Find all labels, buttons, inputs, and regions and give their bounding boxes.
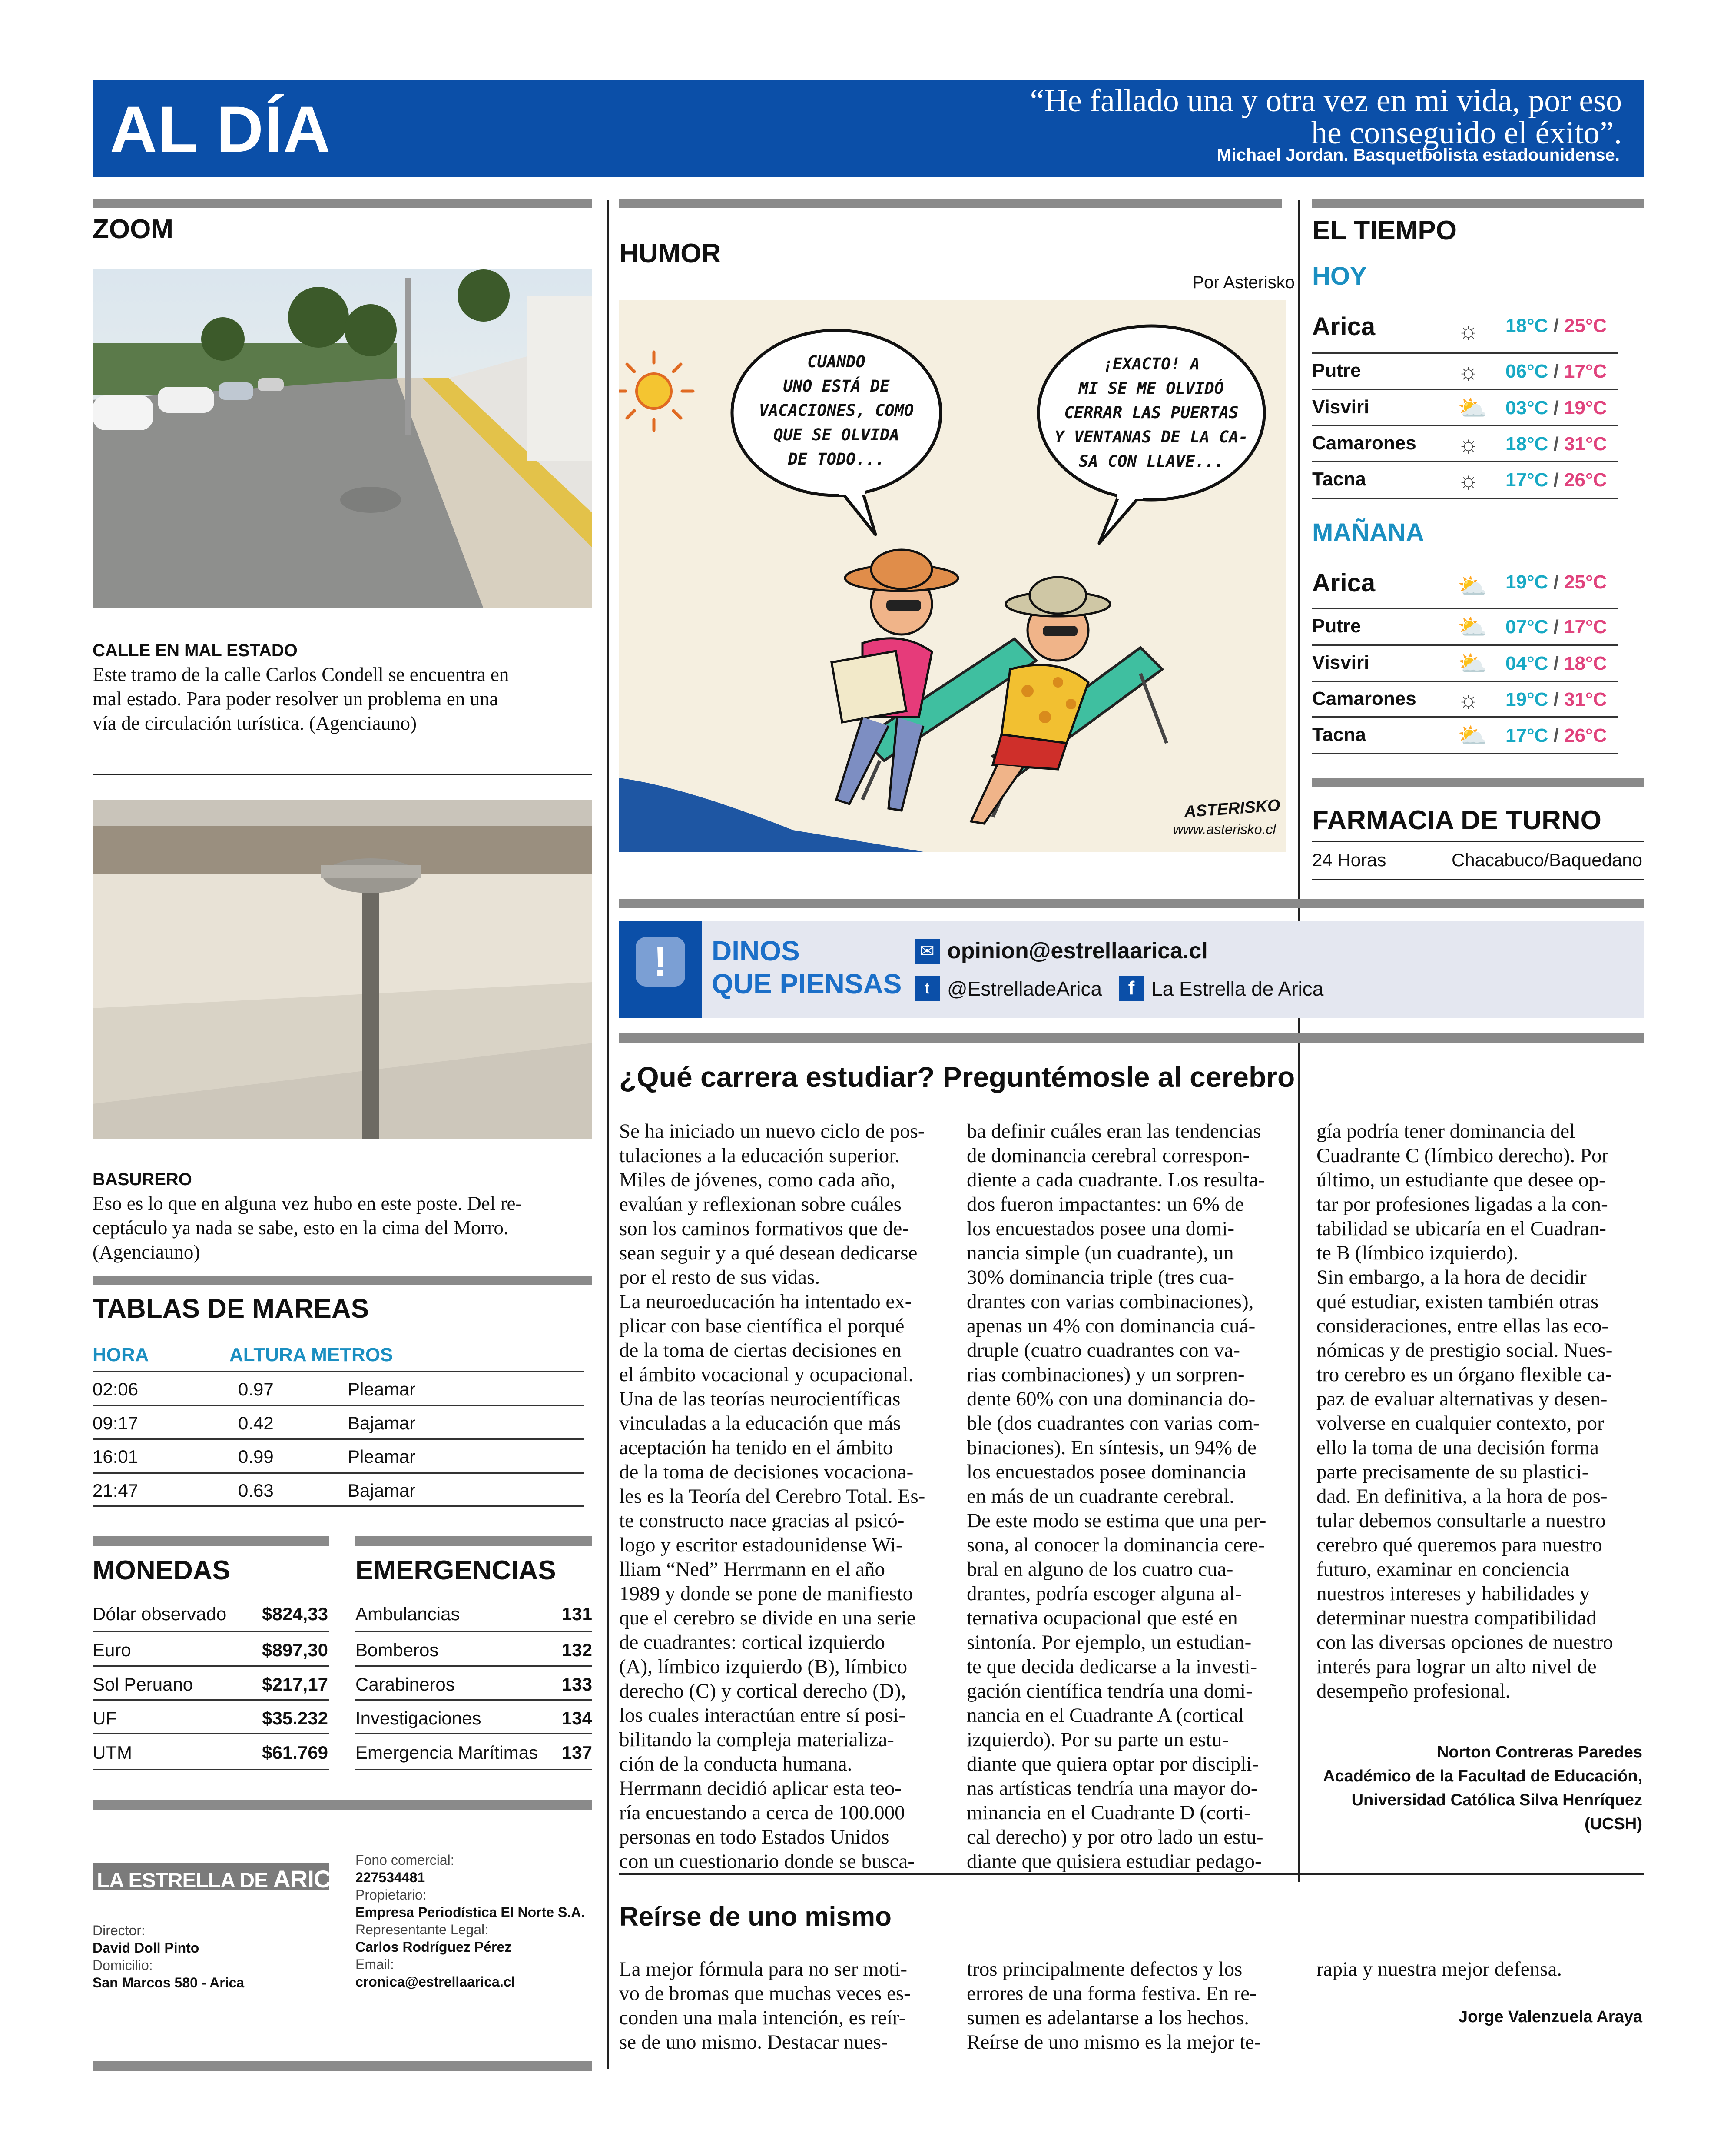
- row-divider: [93, 1405, 584, 1406]
- weather-city: Arica: [1312, 312, 1376, 341]
- section-rule: [619, 1033, 1644, 1043]
- sun-icon: ☼: [1458, 318, 1479, 344]
- bubble-line: ¡EXACTO! A: [1103, 355, 1200, 373]
- bubble-line: CUANDO: [807, 352, 865, 371]
- address: San Marcos 580 - Arica: [93, 1975, 245, 1990]
- pole-photo: [93, 800, 592, 1139]
- currency-value: $61.769: [262, 1742, 328, 1763]
- pharmacy-heading: FARMACIA DE TURNO: [1312, 805, 1601, 835]
- article-column: gía podría tener dominancia del Cuadrante C (límbico derecho). Por último, un estudiante que desee op- tar por profesiones ligadas a la con- tabilidad se ubicaría en el Cuadran- te B (límbico izquierdo). Sin embargo, a la hora de decidir qué estudiar, existen también otras consideraciones, entre ellas las eco- nómicas y de prestigio social. Nues- tro cerebro es un órgano flexible ca- paz de evaluar alternativas y desen- volverse en cualquier contexto, por ello la toma de una decisión forma parte precisamente de su plastici- dad. En definitiva, a la hora de pos- tular debemos consultarle a nuestro cerebro qué queremos para nuestro futuro, examinar en conciencia nuestros intereses y habilidades y determinar nuestra compatibilidad con las diversas opciones de nuestro interés para lograr un alto nivel de desempeño profesional.: [1316, 1120, 1613, 1702]
- temp-low: 07°C: [1505, 616, 1548, 638]
- quote-line: “He fallado una y otra vez en mi vida, por eso: [1030, 83, 1622, 119]
- feedback-box: [619, 921, 1644, 1018]
- weather-city: Tacna: [1312, 724, 1366, 745]
- currency-heading: MONEDAS: [93, 1555, 230, 1585]
- caption-line: Eso es lo que en alguna vez hubo en este poste. Del re-: [93, 1193, 522, 1214]
- temp-low: 19°C: [1505, 689, 1548, 710]
- street-photo: [93, 269, 592, 608]
- sun-icon: ☼: [1458, 359, 1479, 385]
- weather-temp: 04°C / 18°C: [1505, 653, 1607, 674]
- row-divider: [355, 1733, 592, 1734]
- caption-text: [93, 1191, 592, 1264]
- article-author-block: [1316, 1741, 1642, 1836]
- article-column: rapia y nuestra mejor defensa.: [1316, 1958, 1562, 1980]
- row-divider: [93, 1371, 584, 1372]
- temp-high: 25°C: [1564, 571, 1607, 593]
- label: Domicilio:: [93, 1957, 153, 1973]
- tides-heading: TABLAS DE MAREAS: [93, 1294, 369, 1324]
- humor-heading: HUMOR: [619, 239, 721, 269]
- article-author: Norton Contreras Paredes: [1436, 1743, 1642, 1761]
- bubble-line: DE TODO...: [788, 450, 885, 468]
- weather-temp: 17°C / 26°C: [1505, 725, 1607, 746]
- facebook-icon: f: [1119, 976, 1144, 1001]
- caption-text: [93, 662, 592, 735]
- weather-temp: 07°C / 17°C: [1505, 616, 1607, 638]
- speech-bubble-right: [1047, 352, 1256, 474]
- bubble-line: CERRAR LAS PUERTAS: [1064, 403, 1239, 422]
- logo-text-part: LA ESTRELLA DE: [97, 1869, 273, 1892]
- newspaper-logo: [93, 1863, 348, 1893]
- article-author: Jorge Valenzuela Araya: [1458, 2008, 1642, 2026]
- tide-type: Pleamar: [348, 1446, 416, 1467]
- weather-tomorrow-label: MAÑANA: [1312, 518, 1424, 547]
- sun-icon: ☼: [1458, 687, 1479, 713]
- row-divider: [1312, 498, 1618, 499]
- row-divider: [355, 1769, 592, 1770]
- column-divider: [1298, 1052, 1300, 1882]
- emergency-name: Investigaciones: [355, 1708, 481, 1728]
- bubble-line: MI SE ME OLVIDÓ: [1078, 379, 1224, 398]
- currency-value: $35.232: [262, 1708, 328, 1728]
- section-banner: [93, 80, 1644, 177]
- temp-high: 17°C: [1564, 361, 1607, 382]
- currency-value: $217,17: [262, 1674, 328, 1694]
- author-role: Académico de la Facultad de Educación,: [1323, 1767, 1642, 1785]
- weather-city: Visviri: [1312, 396, 1369, 418]
- temp-high: 26°C: [1564, 725, 1607, 746]
- article-column: ba definir cuáles eran las tendencias de dominancia cerebral correspon- diente a cada cuadrante. Los resulta- dos fueron impactantes: un 6% de los encuestados posee una domi- nancia simple (un cuadrante), un 30% dominancia triple (tres cua- drantes con varias combinaciones), apenas un 4% con dominancia cuá- druple (cuatro cuadrantes con va- rias combinaciones) y un sorpren- dente 60% con una dominancia do- ble (dos cuadrantes con varias com- binaciones). En síntesis, un 94% de los encuestados posee dominancia en más de un cuadrante cerebral. De este modo se estima que una per- sona, al conocer la dominancia cere- bral en alguno de los cuatro cua- drantes, podría escoger alguna al- ternativa ocupacional que esté en sintonía. Por ejemplo, un estudian- te que decida dedicarse a la investi- gación científica tendría una domi- nancia en el Cuadrante A (cortical izquierdo). Por su parte un estu- diante que quiera optar por discipli- nas artísticas tendría una mayor do- minancia en el Cuadrante D (corti- cal derecho) y por otro lado un estu- diante que quisiera estudiar pedago-: [967, 1120, 1266, 1873]
- section-rule: [93, 1536, 329, 1546]
- emergency-name: Carabineros: [355, 1674, 455, 1694]
- cloud-sun-icon: ⛅: [1458, 723, 1487, 749]
- speech-bubble-left: [741, 350, 932, 472]
- tide-type: Pleamar: [348, 1379, 416, 1399]
- quote-author: Michael Jordan. Basquetbolista estadounidense.: [1217, 146, 1620, 165]
- caption-line: (Agenciauno): [93, 1241, 200, 1263]
- twitter-icon: t: [915, 976, 940, 1001]
- tide-time: 21:47: [93, 1480, 139, 1501]
- feedback-icon-box: [619, 921, 702, 1018]
- caption-line: ceptáculo ya nada se sabe, esto en la cima del Morro.: [93, 1217, 509, 1239]
- currency-value: $897,30: [262, 1640, 328, 1660]
- cloud-sun-icon: ⛅: [1458, 395, 1487, 421]
- weather-temp: 18°C / 31°C: [1505, 433, 1607, 455]
- caption-line: Este tramo de la calle Carlos Condell se encuentra en: [93, 664, 509, 685]
- weather-city: Camarones: [1312, 432, 1416, 454]
- logo-text-part: ARICA: [273, 1865, 348, 1893]
- quote-line: he conseguido el éxito”.: [1311, 115, 1622, 151]
- caption-title: CALLE EN MAL ESTADO: [93, 641, 298, 660]
- author-role: (UCSH): [1585, 1815, 1642, 1833]
- currency-name: UF: [93, 1708, 117, 1728]
- temp-low: 04°C: [1505, 653, 1548, 674]
- section-rule: [619, 899, 1644, 908]
- logo-text: [97, 1865, 348, 1893]
- bubble-line: QUE SE OLVIDA: [773, 425, 899, 444]
- row-divider: [1312, 681, 1618, 682]
- weather-temp: 19°C / 31°C: [1505, 689, 1607, 710]
- bubble-line: Y VENTANAS DE LA CA-: [1054, 428, 1248, 446]
- owner: Empresa Periodística El Norte S.A.: [355, 1904, 585, 1920]
- feedback-title: [712, 934, 902, 1000]
- humor-byline: Por Asterisko: [1192, 273, 1295, 292]
- sun-icon: ☼: [1458, 467, 1479, 493]
- email-link[interactable]: cronica@estrellaarica.cl: [355, 1974, 515, 1990]
- row-divider: [93, 1665, 329, 1667]
- section-rule: [93, 1276, 592, 1285]
- weather-city: Putre: [1312, 360, 1361, 381]
- sun-icon: ☼: [1458, 431, 1479, 457]
- currency-name: Dólar observado: [93, 1604, 227, 1624]
- temp-high: 31°C: [1564, 689, 1607, 710]
- temp-low: 18°C: [1505, 433, 1548, 455]
- weather-city: Tacna: [1312, 468, 1366, 490]
- weather-city: Putre: [1312, 615, 1361, 637]
- tide-type: Bajamar: [348, 1480, 416, 1501]
- temp-low: 06°C: [1505, 361, 1548, 382]
- cloud-sun-icon: ⛅: [1458, 651, 1487, 677]
- cloud-sun-icon: ⛅: [1458, 573, 1487, 599]
- weather-city: Visviri: [1312, 652, 1369, 673]
- feedback-title-line: QUE PIENSAS: [712, 968, 902, 1000]
- row-divider: [1312, 753, 1618, 754]
- section-rule: [93, 2061, 592, 2071]
- row-divider: [93, 1699, 329, 1701]
- section-title: AL DÍA: [110, 93, 332, 166]
- feedback-email[interactable]: opinion@estrellaarica.cl: [947, 938, 1208, 963]
- temp-low: 17°C: [1505, 725, 1548, 746]
- emergency-number: 137: [561, 1742, 592, 1763]
- feedback-title-line: DINOS: [712, 935, 800, 967]
- row-divider: [355, 1665, 592, 1667]
- row-divider: [355, 1631, 592, 1632]
- pharmacy-location: Chacabuco/Baquedano: [1451, 850, 1642, 870]
- weather-temp: 03°C / 19°C: [1505, 397, 1607, 419]
- masthead-left: [93, 1922, 244, 1991]
- row-divider: [93, 1438, 584, 1440]
- temp-low: 03°C: [1505, 397, 1548, 419]
- legal-rep: Carlos Rodríguez Pérez: [355, 1939, 512, 1955]
- emergency-number: 132: [561, 1640, 592, 1660]
- weather-heading: EL TIEMPO: [1312, 216, 1457, 246]
- weather-temp: 18°C / 25°C: [1505, 315, 1607, 336]
- currency-name: Euro: [93, 1640, 131, 1660]
- row-divider: [1312, 352, 1618, 354]
- column-divider: [607, 200, 609, 2069]
- tide-time: 09:17: [93, 1413, 139, 1433]
- phone: 227534481: [355, 1870, 425, 1885]
- temp-high: 17°C: [1564, 616, 1607, 638]
- row-divider: [355, 1699, 592, 1701]
- section-rule: [619, 199, 1282, 208]
- section-rule: [1312, 778, 1644, 787]
- comic-panel: [619, 300, 1286, 852]
- banner-quote: [970, 85, 1622, 149]
- tides-col-altura: ALTURA METROS: [229, 1344, 393, 1365]
- temp-high: 19°C: [1564, 397, 1607, 419]
- currency-name: UTM: [93, 1742, 132, 1763]
- tides-col-hora: HORA: [93, 1344, 149, 1365]
- pharmacy-hours: 24 Horas: [1312, 850, 1386, 870]
- temp-low: 19°C: [1505, 571, 1548, 593]
- article-column: La mejor fórmula para no ser moti- vo de bromas que muchas veces es- conden una mala intención, es reír- se de uno mismo. Destacar nues-: [619, 1958, 911, 2053]
- emergency-name: Bomberos: [355, 1640, 439, 1660]
- alert-icon: !: [636, 937, 685, 987]
- temp-low: 17°C: [1505, 469, 1548, 491]
- section-rule: [1312, 199, 1644, 208]
- label: Fono comercial:: [355, 1852, 454, 1868]
- temp-high: 26°C: [1564, 469, 1607, 491]
- caption-title: BASURERO: [93, 1170, 192, 1189]
- temp-high: 31°C: [1564, 433, 1607, 455]
- emergency-number: 134: [561, 1708, 592, 1728]
- divider: [1312, 841, 1644, 842]
- bubble-line: SA CON LLAVE...: [1078, 452, 1224, 471]
- tide-height: 0.63: [238, 1480, 274, 1501]
- weather-today-label: HOY: [1312, 262, 1367, 290]
- tide-height: 0.97: [238, 1379, 274, 1399]
- row-divider: [1312, 716, 1618, 718]
- article-title: ¿Qué carrera estudiar? Preguntémosle al cerebro: [619, 1061, 1295, 1093]
- zoom-heading: ZOOM: [93, 214, 173, 244]
- emergency-number: 131: [561, 1604, 592, 1624]
- row-divider: [1312, 644, 1618, 646]
- emergency-name: Emergencia Marítimas: [355, 1742, 538, 1763]
- weather-temp: 06°C / 17°C: [1505, 361, 1607, 382]
- envelope-icon: ✉: [915, 939, 940, 964]
- feedback-twitter[interactable]: @EstrelladeArica: [947, 977, 1102, 1000]
- emergency-name: Ambulancias: [355, 1604, 460, 1624]
- tide-height: 0.99: [238, 1446, 274, 1467]
- comic-site: www.asterisko.cl: [1173, 821, 1276, 837]
- comic-signature: ASTERISKO: [1183, 796, 1281, 821]
- director-name: David Doll Pinto: [93, 1940, 199, 1956]
- temp-high: 18°C: [1564, 653, 1607, 674]
- tide-time: 02:06: [93, 1379, 139, 1399]
- row-divider: [1312, 389, 1618, 390]
- bubble-line: VACACIONES, COMO: [759, 401, 914, 420]
- section-rule: [355, 1536, 592, 1546]
- bubble-line: UNO ESTÁ DE: [783, 377, 890, 395]
- caption-line: mal estado. Para poder resolver un problema en una: [93, 688, 498, 710]
- row-divider: [93, 1505, 584, 1507]
- label: Email:: [355, 1957, 394, 1972]
- row-divider: [1312, 425, 1618, 426]
- temp-low: 18°C: [1505, 315, 1548, 336]
- masthead-right: [355, 1851, 585, 1990]
- weather-temp: 17°C / 26°C: [1505, 469, 1607, 491]
- label: Propietario:: [355, 1887, 427, 1903]
- article-title: Reírse de uno mismo: [619, 1902, 892, 1932]
- temp-high: 25°C: [1564, 315, 1607, 336]
- row-divider: [93, 1733, 329, 1734]
- section-rule: [93, 1800, 592, 1810]
- currency-value: $824,33: [262, 1604, 328, 1624]
- row-divider: [93, 1631, 329, 1632]
- currency-name: Sol Peruano: [93, 1674, 193, 1694]
- tide-height: 0.42: [238, 1413, 274, 1433]
- row-divider: [93, 1769, 329, 1770]
- feedback-facebook[interactable]: La Estrella de Arica: [1151, 977, 1324, 1000]
- emergency-number: 133: [561, 1674, 592, 1694]
- article-column: tros principalmente defectos y los errores de una forma festiva. En re- sumen es adelantarse a los hechos. Reírse de uno mismo es la mejor te-: [967, 1958, 1261, 2053]
- caption-line: vía de circulación turística. (Agenciauno): [93, 712, 417, 734]
- section-rule: [93, 199, 592, 208]
- weather-city: Arica: [1312, 569, 1376, 597]
- divider: [619, 1873, 1644, 1875]
- row-divider: [1312, 608, 1618, 609]
- divider: [93, 774, 592, 775]
- tide-time: 16:01: [93, 1446, 139, 1467]
- article-column: Se ha iniciado un nuevo ciclo de pos- tulaciones a la educación superior. Miles de jóvenes, como cada año, evalúan y reflexionan sobre cuáles son los caminos formativos que de- sean seguir y a qué desean dedicarse por el resto de sus vidas. La neuroeducación ha intentado ex- plicar con base científica el porqué de la toma de ciertas decisiones en el ámbito vocacional y ocupacional. Una de las teorías neurocientíficas vinculadas a la educación que más aceptación ha tenido en el ámbito de la toma de decisiones vocaciona- les es la Teoría del Cerebro Total. Es- te constructo nace gracias al psicó- logo y escritor estadounidense Wi- lliam “Ned” Herrmann en el año 1989 y donde se pone de manifiesto que el cerebro se divide en una serie de cuadrantes: cortical izquierdo (A), límbico izquierdo (B), límbico derecho (C) y cortical derecho (D), los cuales interactúan entre sí posi- bilitando la compleja materializa- ción de la conducta humana. Herrmann decidió aplicar esta teo- ría encuestando a cerca de 100.000 personas en todo Estados Unidos con un cuestionario donde se busca-: [619, 1120, 925, 1873]
- weather-temp: 19°C / 25°C: [1505, 571, 1607, 593]
- row-divider: [1312, 461, 1618, 462]
- emergency-heading: EMERGENCIAS: [355, 1555, 556, 1585]
- tide-type: Bajamar: [348, 1413, 416, 1433]
- cloud-sun-icon: ⛅: [1458, 614, 1487, 640]
- author-role: Universidad Católica Silva Henríquez: [1351, 1791, 1642, 1809]
- weather-city: Camarones: [1312, 688, 1416, 709]
- label: Representante Legal:: [355, 1922, 488, 1937]
- divider: [1312, 879, 1644, 880]
- sun-icon: [619, 352, 693, 430]
- label: Director:: [93, 1923, 145, 1938]
- row-divider: [93, 1472, 584, 1474]
